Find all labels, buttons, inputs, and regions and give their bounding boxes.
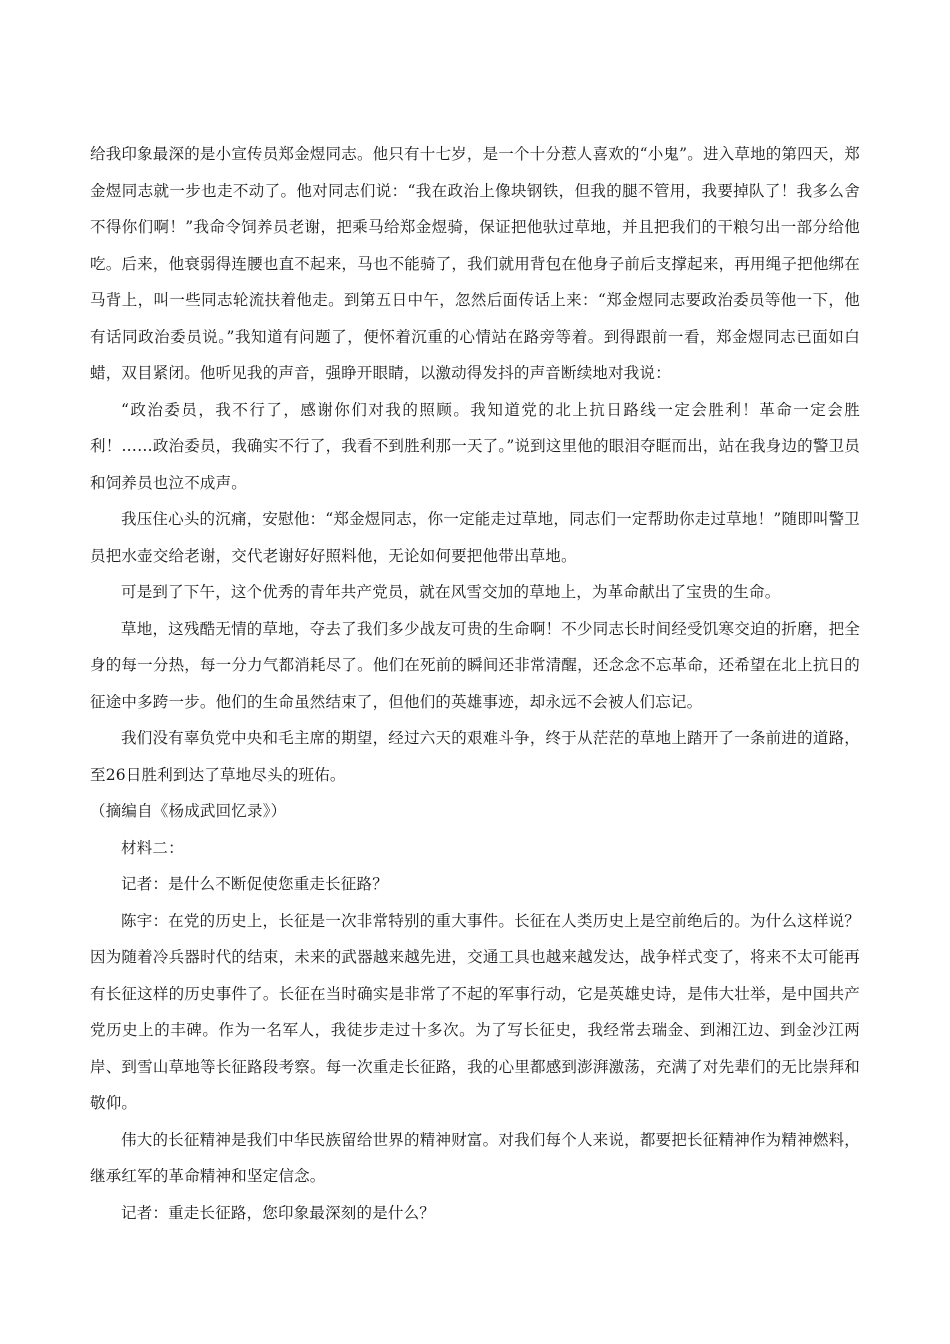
- reporter-question-2: 记者：重走长征路，您印象最深刻的是什么？: [121, 1203, 436, 1222]
- paragraph-arrival: 我们没有辜负党中央和毛主席的期望，经过六天的艰难斗争，终于从茫茫的草地上踏开了一条前进的道路，至26日胜利到达了草地尽头的班佑。: [90, 729, 860, 784]
- paragraph-long-march-spirit: 伟大的长征精神是我们中华民族留给世界的精神财富。对我们每个人来说，都要把长征精神作为精神燃料，继承红军的革命精神和坚定信念。: [90, 1130, 860, 1185]
- source-citation: （摘编自《杨成武回忆录》）: [90, 802, 287, 820]
- material-two-heading: 材料二：: [121, 838, 184, 857]
- paragraph-grassland: 草地，这残酷无情的草地，夺去了我们多少战友可贵的生命啊！不少同志长时间经受饥寒交迫的折磨，把全身的每一分热，每一分力气都消耗尽了。他们在死前的瞬间还非常清醒，还念念不忘革命，还希望在北上抗日的征途中多跨一步。他们的生命虽然结束了，但他们的英雄事迹，却永远不会被人们忘记。: [90, 619, 860, 711]
- chen-yu-answer: 陈宇：在党的历史上，长征是一次非常特别的重大事件。长征在人类历史上是空前绝后的。为什么这样说？因为随着冷兵器时代的结束，未来的武器越来越先进，交通工具也越来越发达，战争样式变了，将来不太可能再有长征这样的历史事件了。长征在当时确实是非常了不起的军事行动，它是英雄史诗，是伟大壮举，是中国共产党历史上的丰碑。作为一名军人，我徒步走过十多次。为了写长征史，我经常去瑞金、到湘江边、到金沙江两岸、到雪山草地等长征路段考察。每一次重走长征路，我的心里都感到澎湃激荡，充满了对先辈们的无比崇拜和敬仰。: [90, 911, 860, 1112]
- paragraph-zheng-jinyu: 给我印象最深的是小宣传员郑金煜同志。他只有十七岁，是一个十分惹人喜欢的“小鬼”。进入草地的第四天，郑金煜同志就一步也走不动了。他对同志们说：“我在政治上像块钢铁，但我的腿不管用，我要掉队了！我多么舍不得你们啊！”我命令饲养员老谢，把乘马给郑金煜骑，保证把他驮过草地，并且把我们的干粮匀出一部分给他吃。后来，他衰弱得连腰也直不起来，马也不能骑了，我们就用背包在他身子前后支撑起来，再用绳子把他绑在马背上，叫一些同志轮流扶着他走。到第五日中午，忽然后面传话上来：“郑金煜同志要政治委员等他一下，他有话同政治委员说。”我知道有问题了，便怀着沉重的心情站在路旁等着。到得跟前一看，郑金煜同志已面如白蜡，双目紧闭。他听见我的声音，强睁开眼睛，以激动得发抖的声音断续地对我说：: [90, 145, 860, 382]
- paragraph-comfort: 我压住心头的沉痛，安慰他：“郑金煜同志，你一定能走过草地，同志们一定帮助你走过草地！”随即叫警卫员把水壶交给老谢，交代老谢好好照料他，无论如何要把他带出草地。: [90, 510, 860, 565]
- paragraph-dying-words: “政治委员，我不行了，感谢你们对我的照顾。我知道党的北上抗日路线一定会胜利！革命一定会胜利！……政治委员，我确实不行了，我看不到胜利那一天了。”说到这里他的眼泪夺眶而出，站在我身边的警卫员和饲养员也泣不成声。: [90, 400, 860, 492]
- document-body: [90, 136, 860, 1231]
- reporter-question-1: 记者：是什么不断促使您重走长征路？: [121, 875, 388, 893]
- paragraph-sacrifice: 可是到了下午，这个优秀的青年共产党员，就在风雪交加的草地上，为革命献出了宝贵的生命。: [121, 583, 781, 601]
